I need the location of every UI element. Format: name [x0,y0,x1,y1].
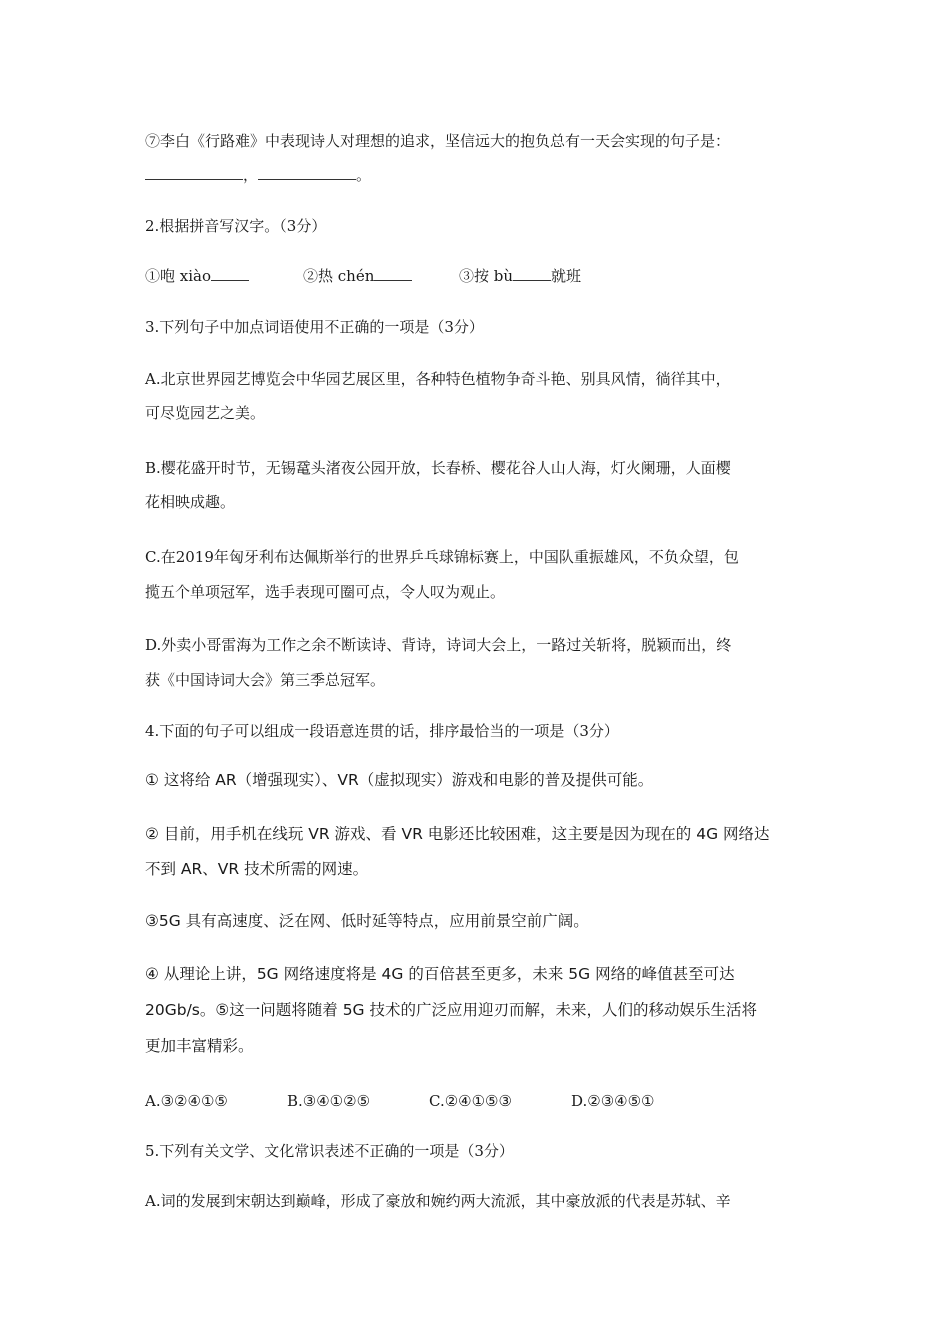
q1-item-7-blanks [145,165,815,185]
q4-sentence-2-line1: ② 目前，用手机在线玩 VR 游戏、看 VR 电影还比较困难，这主要是因为现在的 4G 网络达 [145,825,770,843]
q5-title: 5.下列有关文学、文化常识表述不正确的一项是（3分） [145,1142,514,1160]
q3-option-a-line2: 可尽览园艺之美。 [145,404,266,422]
answer-blank-1[interactable] [145,165,243,180]
q4-option-b[interactable]: B.③④①②⑤ [287,1092,371,1110]
q4-option-c[interactable]: C.②④①⑤③ [429,1092,512,1110]
q4-sentence-1: ① 这将给 AR（增强现实）、VR（虚拟现实）游戏和电影的普及提供可能。 [145,771,654,789]
comma: ， [243,166,259,184]
q1-item-7 [145,131,815,151]
q3-option-a-line1: A.北京世界园艺博览会中华园艺展区里，各种特色植物争奇斗艳、别具风情，徜徉其中， [145,370,731,388]
q3-option-b-line2: 花相映成趣。 [145,493,236,511]
q3-option-d-line1: D.外卖小哥雷海为工作之余不断读诗、背诗，诗词大会上，一路过关斩将，脱颖而出，终 [145,636,732,654]
q2-item-2: ②热 chén [303,266,459,286]
q4-sentence-2-line2: 不到 AR、VR 技术所需的网速。 [145,860,369,878]
q2-blank-2[interactable] [374,266,412,281]
answer-blank-2[interactable] [258,165,356,180]
q4-option-a[interactable]: A.③②④①⑤ [145,1092,228,1110]
q3-option-b-line1: B.樱花盛开时节，无锡鼋头渚夜公园开放，长春桥、樱花谷人山人海，灯火阑珊，人面樱 [145,459,731,477]
q4-sentence-4-line1: ④ 从理论上讲，5G 网络速度将是 4G 的百倍甚至更多，未来 5G 网络的峰值甚至可达 [145,965,735,983]
q4-sentence-4-line2: 20Gb/s。⑤这一问题将随着 5G 技术的广泛应用迎刃而解，未来，人们的移动娱乐生活将 [145,1001,757,1019]
q4-options [145,1091,815,1111]
q5-option-a-line1: A.词的发展到宋朝达到巅峰，形成了豪放和婉约两大流派，其中豪放派的代表是苏轼、辛 [145,1192,731,1210]
q2-item-3: ③按 bù 就班 [459,267,582,285]
q2-title: 2.根据拼音写汉字。（3分） [145,217,327,235]
q3-option-c-line1: C.在2019年匈牙利布达佩斯举行的世界乒乓球锦标赛上，中国队重振雄风，不负众望，包 [145,548,739,566]
q3-title: 3.下列句子中加点词语使用不正确的一项是（3分） [145,318,484,336]
q4-title: 4.下面的句子可以组成一段语意连贯的话，排序最恰当的一项是（3分） [145,722,619,740]
q4-sentence-4-line3: 更加丰富精彩。 [145,1037,254,1055]
period: 。 [356,166,372,184]
q1-item-7-text: ⑦李白《行路难》中表现诗人对理想的追求，坚信远大的抱负总有一天会实现的句子是： [145,132,731,150]
q4-sentence-3: ③5G 具有高速度、泛在网、低时延等特点，应用前景空前广阔。 [145,912,589,930]
q3-option-d-line2: 获《中国诗词大会》第三季总冠军。 [145,671,386,689]
q2-items [145,266,815,286]
q2-item-1: ①咆 xiào [145,266,303,286]
q2-blank-1[interactable] [211,266,249,281]
q4-option-d[interactable]: D.②③④⑤① [571,1092,655,1110]
q3-option-c-line2: 揽五个单项冠军，选手表现可圈可点，令人叹为观止。 [145,583,506,601]
q2-blank-3[interactable] [513,266,551,281]
